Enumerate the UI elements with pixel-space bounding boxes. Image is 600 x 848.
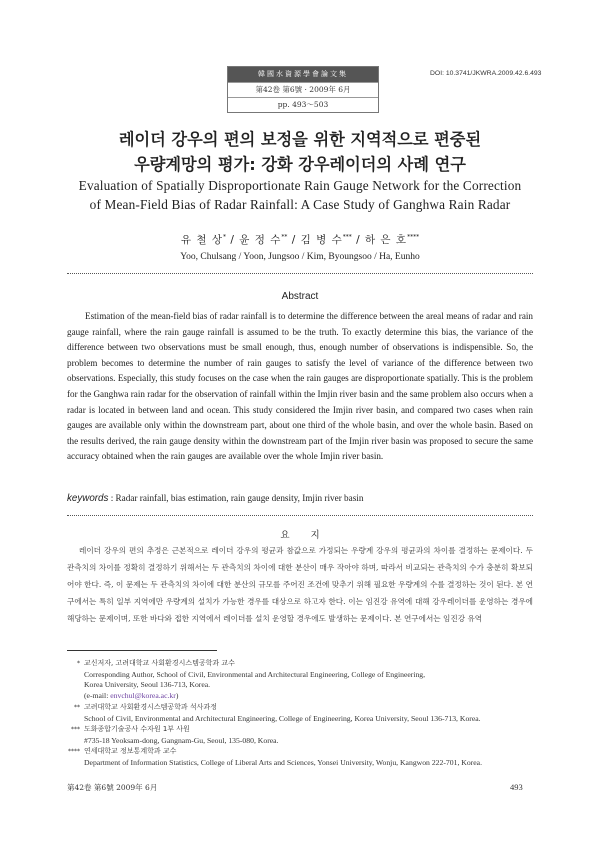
footnote-mark: ** xyxy=(74,704,80,711)
english-title-line-1: Evaluation of Spatially Disproportionate Rain Gauge Network for the Correction xyxy=(78,178,522,193)
footnote-korean: 도화종합기술공사 수자원 1부 사원 xyxy=(84,725,190,733)
footnote-1 xyxy=(67,658,537,701)
author-name: 윤 정 수 xyxy=(239,234,282,246)
footnote-3 xyxy=(67,724,537,746)
footnote-email-line xyxy=(67,691,537,702)
keywords xyxy=(67,493,533,504)
author-mark: * xyxy=(223,233,227,241)
footnote-rule xyxy=(67,650,217,651)
author-separator: / xyxy=(230,234,235,246)
page-range: pp. 493～503 xyxy=(228,97,378,112)
footnote-line: School of Civil, Environmental and Architectural Engineering, College of Engineering, Korea University, Seoul 136-713, Korea. xyxy=(84,713,481,723)
footnote-mark: * xyxy=(77,660,80,667)
footnote-line: Corresponding Author, School of Civil, Environmental and Architectural Engineering, College of Engineering, xyxy=(84,669,426,679)
footnote-2 xyxy=(67,702,537,724)
korean-summary-text: 레이더 강우의 편의 추정은 근본적으로 레이더 강우의 평균과 참값으로 가정되는 우량계 강우의 평균과의 차이를 결정하는 문제이다. 두 관측치의 차이를 정확히 결정하기 위해서는 두 관측치의 차이에 대한 분산이 매우 작아야 하며, 따라서 비교되는 관측치의 수가 충분히 확보되어야 한다. 즉, 이 문제는 두 관측치의 차이에 대한 분산의 규모를 주어진 조건에 맞추기 위해 필요한 우량계의 수를 결정하는 것이 된다. 본 연구에서는 특히 일부 지역에만 우량계의 설치가 가능한 경우를 대상으로 하고자 한다. 이는 임진강 유역에 대해 강우레이더를 운영하는 경우에 해당하는 문제이며, 또한 바다와 접한 지역에서 레이더를 설치 운영할 경우에도 발생하는 문제이다. 본 연구에서는 임진강 유역 xyxy=(67,546,533,624)
footnote-mark: **** xyxy=(68,748,80,755)
volume-issue: 第42卷 第6號 · 2009年 6月 xyxy=(228,82,378,97)
footnote-korean: 교신저자, 고려대학교 사회환경시스템공학과 교수 xyxy=(84,659,235,667)
footnote-line: Department of Information Statistics, College of Liberal Arts and Sciences, Yonsei University, Wonju, Kangwon 222-701, Korea. xyxy=(84,757,482,767)
email-link[interactable]: envchul@korea.ac.kr xyxy=(110,690,176,700)
email-label: (e-mail: xyxy=(84,690,111,700)
author-name: 하 은 호 xyxy=(364,234,408,246)
keywords-text: : Radar rainfall, bias estimation, rain gauge density, Imjin river basin xyxy=(110,493,364,503)
keywords-label: keywords xyxy=(67,493,109,504)
abstract-text: Estimation of the mean-field bias of radar rainfall is to determine the difference between the areal means of radar and rain gauge rainfall, where the rain gauge rainfall is assumed to be the truth. To exactly determine this bias, the variance of the difference between two observations must be small enough, thus, enough number of observations is indispensible. So, the problem becomes to determine the number of rain gauges to satisfy the level of variance of the difference between two observations. Especially, this study focuses on the case when the rain gauges are disproportionate spatially. This is the problem for the Ganghwa rain radar for the observation of rainfall within the Imjin river basin and the same problem also occurs when a radar is located in between land and ocean. This study considered the Imjin river basin, and compared two cases when rain gauges are available only within the downstream part, about one third of the whole basin, and over the whole basin. Based on the results derived, the rain gauge density within the downstream part of the Imjin river basin was proposed to secure the same accuracy obtained when the rain gauges are available over the whole Imjin river basin. xyxy=(67,311,533,462)
footnote-korean: 고려대학교 사회환경시스템공학과 석사과정 xyxy=(84,703,217,711)
korean-title-line-2: 우량계망의 평가: 강화 강우레이더의 사례 연구 xyxy=(134,155,466,174)
email-close: ) xyxy=(175,690,179,700)
footnote-line: Korea University, Seoul 136-713, Korea. xyxy=(84,680,211,690)
english-author-list: Yoo, Chulsang / Yoon, Jungsoo / Kim, Byoungsoo / Ha, Eunho xyxy=(180,252,420,262)
author-mark: **** xyxy=(407,233,420,241)
journal-name: 韓國水資源學會論文集 xyxy=(228,67,378,82)
author-mark: *** xyxy=(342,233,352,241)
footer-issue: 第42卷 第6號 2009年 6月 xyxy=(67,783,158,792)
journal-info-box xyxy=(227,66,379,113)
page-number: 493 xyxy=(510,782,523,792)
author-separator: / xyxy=(356,234,361,246)
doi: DOI: 10.3741/JKWRA.2009.42.6.493 xyxy=(430,70,542,77)
korean-author-list xyxy=(0,232,600,247)
author-name: 김 병 수 xyxy=(300,234,343,246)
author-separator: / xyxy=(291,234,297,246)
abstract-heading: Abstract xyxy=(281,291,319,302)
footnote-korean: 연세대학교 정보통계학과 교수 xyxy=(84,747,177,755)
footnote-4 xyxy=(67,746,537,768)
korean-summary-heading: 요 지 xyxy=(280,530,320,541)
footnote-line: #735-18 Yeoksam-dong, Gangnam-Gu, Seoul, 135-080, Korea. xyxy=(84,735,279,745)
english-title-line-2: of Mean-Field Bias of Radar Rainfall: A Case Study of Ganghwa Rain Radar xyxy=(89,197,511,212)
korean-title-line-1: 레이더 강우의 편의 보정을 위한 지역적으로 편중된 xyxy=(118,130,482,149)
footnote-mark: *** xyxy=(71,726,80,733)
author-mark: ** xyxy=(281,233,288,241)
author-name: 유 철 상 xyxy=(180,234,224,246)
section-divider xyxy=(67,515,533,516)
section-divider xyxy=(67,273,533,274)
